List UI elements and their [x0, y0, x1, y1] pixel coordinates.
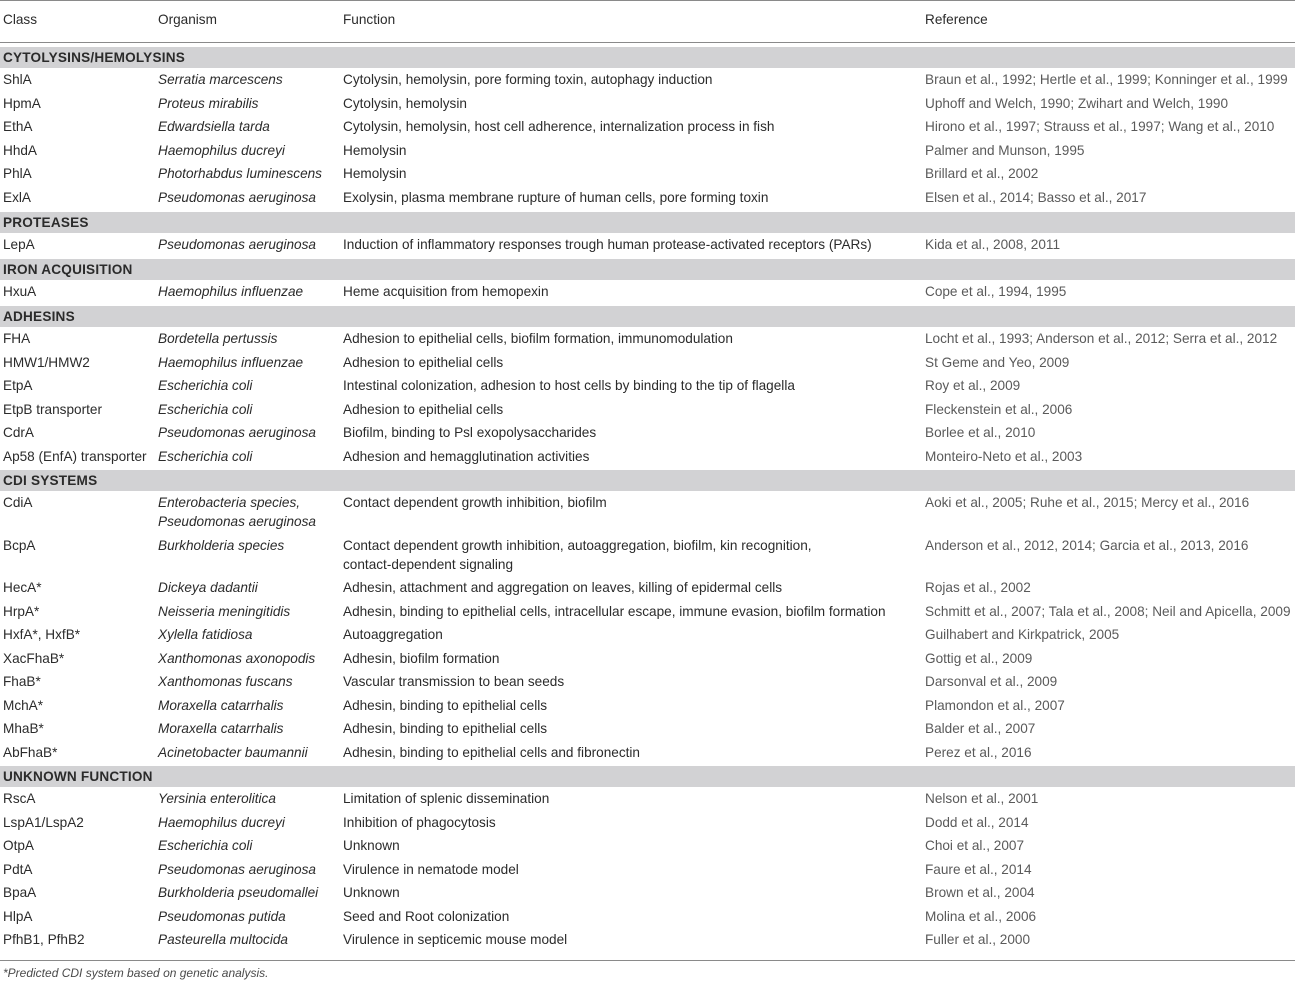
- reference-cell: Fuller et al., 2000: [925, 932, 1031, 947]
- header-reference: Reference: [925, 12, 988, 27]
- class-cell: PhlA: [3, 166, 32, 181]
- section-title: IRON ACQUISITION: [3, 262, 133, 277]
- organism-cell: Serratia marcescens: [158, 72, 283, 87]
- section-title: UNKNOWN FUNCTION: [3, 769, 153, 784]
- reference-cell: Uphoff and Welch, 1990; Zwihart and Welch, 1990: [925, 95, 1229, 111]
- function-cell: Adhesion to epithelial cells, biofilm formation, immunomodulation: [343, 331, 733, 346]
- reference-cell: Locht et al., 1993; Anderson et al., 2012; Serra et al., 2012: [925, 331, 1278, 346]
- reference-cell: Gottig et al., 2009: [925, 650, 1033, 666]
- organism-cell: Escherichia coli: [158, 838, 253, 853]
- class-cell: ExlA: [3, 189, 31, 205]
- reference-cell: Borlee et al., 2010: [925, 425, 1036, 440]
- function-cell: Limitation of splenic dissemination: [343, 791, 550, 806]
- function-cell-line2: contact-dependent signaling: [343, 556, 514, 572]
- bottom-rule: [0, 960, 1295, 961]
- organism-cell: Burkholderia pseudomallei: [158, 885, 319, 900]
- organism-cell: Xylella fatidiosa: [158, 627, 253, 642]
- organism-cell: Haemophilus influenzae: [158, 284, 304, 299]
- table-header: [0, 1, 1295, 42]
- function-cell: Adhesin, binding to epithelial cells: [343, 721, 548, 736]
- organism-cell: Escherichia coli: [158, 378, 253, 393]
- organism-cell: Enterobacteria species,: [158, 495, 301, 510]
- organism-cell: Xanthomonas fuscans: [158, 674, 293, 689]
- footnote: *Predicted CDI system based on genetic analysis.: [3, 966, 269, 980]
- class-cell: LspA1/LspA2: [3, 814, 84, 830]
- class-cell: BcpA: [3, 537, 36, 553]
- function-cell: Cytolysin, hemolysin: [343, 95, 467, 111]
- header-organism: Organism: [158, 12, 217, 27]
- organism-cell: Pseudomonas putida: [158, 908, 286, 924]
- section-header: [0, 470, 1295, 491]
- function-cell: Contact dependent growth inhibition, biofilm: [343, 495, 607, 510]
- function-cell: Seed and Root colonization: [343, 908, 510, 924]
- function-cell: Adhesin, attachment and aggregation on leaves, killing of epidermal cells: [343, 580, 783, 595]
- organism-cell: Pasteurella multocida: [158, 932, 288, 947]
- class-cell: CdiA: [3, 495, 33, 510]
- function-cell: Biofilm, binding to Psl exopolysaccharides: [343, 425, 597, 440]
- class-cell: CdrA: [3, 425, 34, 440]
- class-cell: OtpA: [3, 838, 34, 853]
- function-cell: Adhesion to epithelial cells: [343, 354, 504, 370]
- reference-cell: Dodd et al., 2014: [925, 814, 1029, 830]
- function-cell: Inhibition of phagocytosis: [343, 814, 496, 830]
- class-cell: ShlA: [3, 72, 32, 87]
- organism-cell: Pseudomonas aeruginosa: [158, 189, 316, 205]
- reference-cell: Rojas et al., 2002: [925, 580, 1031, 595]
- class-cell: HxfA*, HxfB*: [3, 627, 81, 642]
- function-cell: Virulence in septicemic mouse model: [343, 932, 568, 947]
- class-cell: EtpB transporter: [3, 401, 102, 417]
- organism-cell: Proteus mirabilis: [158, 95, 259, 111]
- function-cell: Adhesin, biofilm formation: [343, 650, 500, 666]
- section-title: ADHESINS: [3, 309, 75, 324]
- class-cell: RscA: [3, 791, 36, 806]
- class-cell: HhdA: [3, 142, 38, 158]
- organism-cell: Moraxella catarrhalis: [158, 721, 284, 736]
- function-cell: Cytolysin, hemolysin, pore forming toxin, autophagy induction: [343, 72, 713, 87]
- organism-cell: Burkholderia species: [158, 537, 285, 553]
- reference-cell: Braun et al., 1992; Hertle et al., 1999; Konninger et al., 1999: [925, 72, 1288, 87]
- reference-cell: Anderson et al., 2012, 2014; Garcia et al., 2013, 2016: [925, 537, 1249, 553]
- class-cell: FhaB*: [3, 674, 41, 689]
- organism-cell: Pseudomonas aeruginosa: [158, 425, 316, 440]
- class-cell: LepA: [3, 237, 35, 252]
- function-cell: Adhesin, binding to epithelial cells: [343, 697, 548, 713]
- reference-cell: Roy et al., 2009: [925, 378, 1021, 393]
- reference-cell: Brillard et al., 2002: [925, 166, 1039, 181]
- reference-cell: Palmer and Munson, 1995: [925, 142, 1085, 158]
- class-cell: AbFhaB*: [3, 744, 58, 760]
- class-cell: EthA: [3, 119, 33, 134]
- reference-cell: Elsen et al., 2014; Basso et al., 2017: [925, 189, 1147, 205]
- function-cell: Autoaggregation: [343, 627, 443, 642]
- function-cell: Adhesin, binding to epithelial cells, intracellular escape, immune evasion, biofilm formation: [343, 603, 886, 619]
- organism-cell: Acinetobacter baumannii: [158, 744, 308, 760]
- class-cell: Ap58 (EnfA) transporter: [3, 448, 147, 464]
- class-cell: HxuA: [3, 284, 37, 299]
- organism-cell: Escherichia coli: [158, 448, 253, 464]
- function-cell: Hemolysin: [343, 142, 407, 158]
- section-header: [0, 259, 1295, 280]
- section-header: [0, 47, 1295, 68]
- function-cell: Adhesion and hemagglutination activities: [343, 448, 590, 464]
- class-cell: BpaA: [3, 885, 37, 900]
- reference-cell: Balder et al., 2007: [925, 721, 1036, 736]
- function-cell: Heme acquisition from hemopexin: [343, 284, 549, 299]
- reference-cell: Hirono et al., 1997; Strauss et al., 1997; Wang et al., 2010: [925, 119, 1275, 134]
- class-cell: FHA: [3, 331, 31, 346]
- class-cell: XacFhaB*: [3, 650, 65, 666]
- reference-cell: Kida et al., 2008, 2011: [925, 237, 1061, 252]
- function-cell: Cytolysin, hemolysin, host cell adherence, internalization process in fish: [343, 119, 775, 134]
- function-cell: Unknown: [343, 838, 400, 853]
- function-cell: Unknown: [343, 885, 400, 900]
- section-title: PROTEASES: [3, 215, 89, 230]
- organism-cell: Photorhabdus luminescens: [158, 166, 322, 181]
- function-cell: Intestinal colonization, adhesion to host cells by binding to the tip of flagella: [343, 378, 795, 393]
- organism-cell: Yersinia enterolitica: [158, 791, 276, 806]
- section-header: [0, 766, 1295, 787]
- function-cell: Induction of inflammatory responses trough human protease-activated receptors (PARs): [343, 237, 872, 252]
- organism-cell: Edwardsiella tarda: [158, 119, 270, 134]
- organism-cell: Haemophilus ducreyi: [158, 142, 285, 158]
- class-cell: HecA*: [3, 580, 42, 595]
- header-rule: [0, 42, 1295, 43]
- reference-cell: Plamondon et al., 2007: [925, 697, 1065, 713]
- function-cell: Hemolysin: [343, 166, 407, 181]
- section-title: CDI SYSTEMS: [3, 473, 98, 488]
- organism-cell: Bordetella pertussis: [158, 331, 278, 346]
- organism-cell: Moraxella catarrhalis: [158, 697, 284, 713]
- function-cell: Exolysin, plasma membrane rupture of human cells, pore forming toxin: [343, 189, 769, 205]
- organism-cell: Pseudomonas aeruginosa: [158, 237, 316, 252]
- reference-cell: Schmitt et al., 2007; Tala et al., 2008; Neil and Apicella, 2009: [925, 603, 1291, 619]
- function-cell: Adhesin, binding to epithelial cells and fibronectin: [343, 744, 640, 760]
- reference-cell: Darsonval et al., 2009: [925, 674, 1058, 689]
- class-cell: HlpA: [3, 908, 33, 924]
- reference-cell: Aoki et al., 2005; Ruhe et al., 2015; Mercy et al., 2016: [925, 495, 1250, 510]
- function-cell: Virulence in nematode model: [343, 861, 519, 877]
- reference-cell: Nelson et al., 2001: [925, 791, 1039, 806]
- reference-cell: Faure et al., 2014: [925, 861, 1032, 877]
- organism-cell: Haemophilus influenzae: [158, 354, 304, 370]
- organism-cell: Dickeya dadantii: [158, 580, 258, 595]
- class-cell: HrpA*: [3, 603, 40, 619]
- reference-cell: Brown et al., 2004: [925, 885, 1035, 900]
- reference-cell: St Geme and Yeo, 2009: [925, 354, 1070, 370]
- organism-cell: Neisseria meningitidis: [158, 603, 291, 619]
- reference-cell: Fleckenstein et al., 2006: [925, 401, 1073, 417]
- organism-cell: Pseudomonas aeruginosa: [158, 861, 316, 877]
- class-cell: PfhB1, PfhB2: [3, 932, 85, 947]
- header-function: Function: [343, 12, 396, 27]
- header-class: Class: [3, 12, 37, 27]
- organism-cell: Haemophilus ducreyi: [158, 814, 285, 830]
- reference-cell: Guilhabert and Kirkpatrick, 2005: [925, 627, 1120, 642]
- class-cell: MhaB*: [3, 721, 44, 736]
- organism-cell: Escherichia coli: [158, 401, 253, 417]
- function-cell: Vascular transmission to bean seeds: [343, 674, 565, 689]
- reference-cell: Perez et al., 2016: [925, 744, 1032, 760]
- section-header: [0, 306, 1295, 327]
- class-cell: MchA*: [3, 697, 44, 713]
- reference-cell: Cope et al., 1994, 1995: [925, 284, 1067, 299]
- reference-cell: Monteiro-Neto et al., 2003: [925, 448, 1083, 464]
- function-cell: Contact dependent growth inhibition, autoaggregation, biofilm, kin recognition,: [343, 537, 812, 553]
- organism-cell-line2: Pseudomonas aeruginosa: [158, 514, 316, 529]
- organism-cell: Xanthomonas axonopodis: [158, 650, 316, 666]
- section-header: [0, 212, 1295, 233]
- function-cell: Adhesion to epithelial cells: [343, 401, 504, 417]
- section-title: CYTOLYSINS/HEMOLYSINS: [3, 50, 185, 65]
- class-cell: EtpA: [3, 378, 33, 393]
- reference-cell: Choi et al., 2007: [925, 838, 1024, 853]
- class-cell: PdtA: [3, 861, 33, 877]
- class-cell: HpmA: [3, 95, 41, 111]
- class-cell: HMW1/HMW2: [3, 354, 90, 370]
- reference-cell: Molina et al., 2006: [925, 908, 1037, 924]
